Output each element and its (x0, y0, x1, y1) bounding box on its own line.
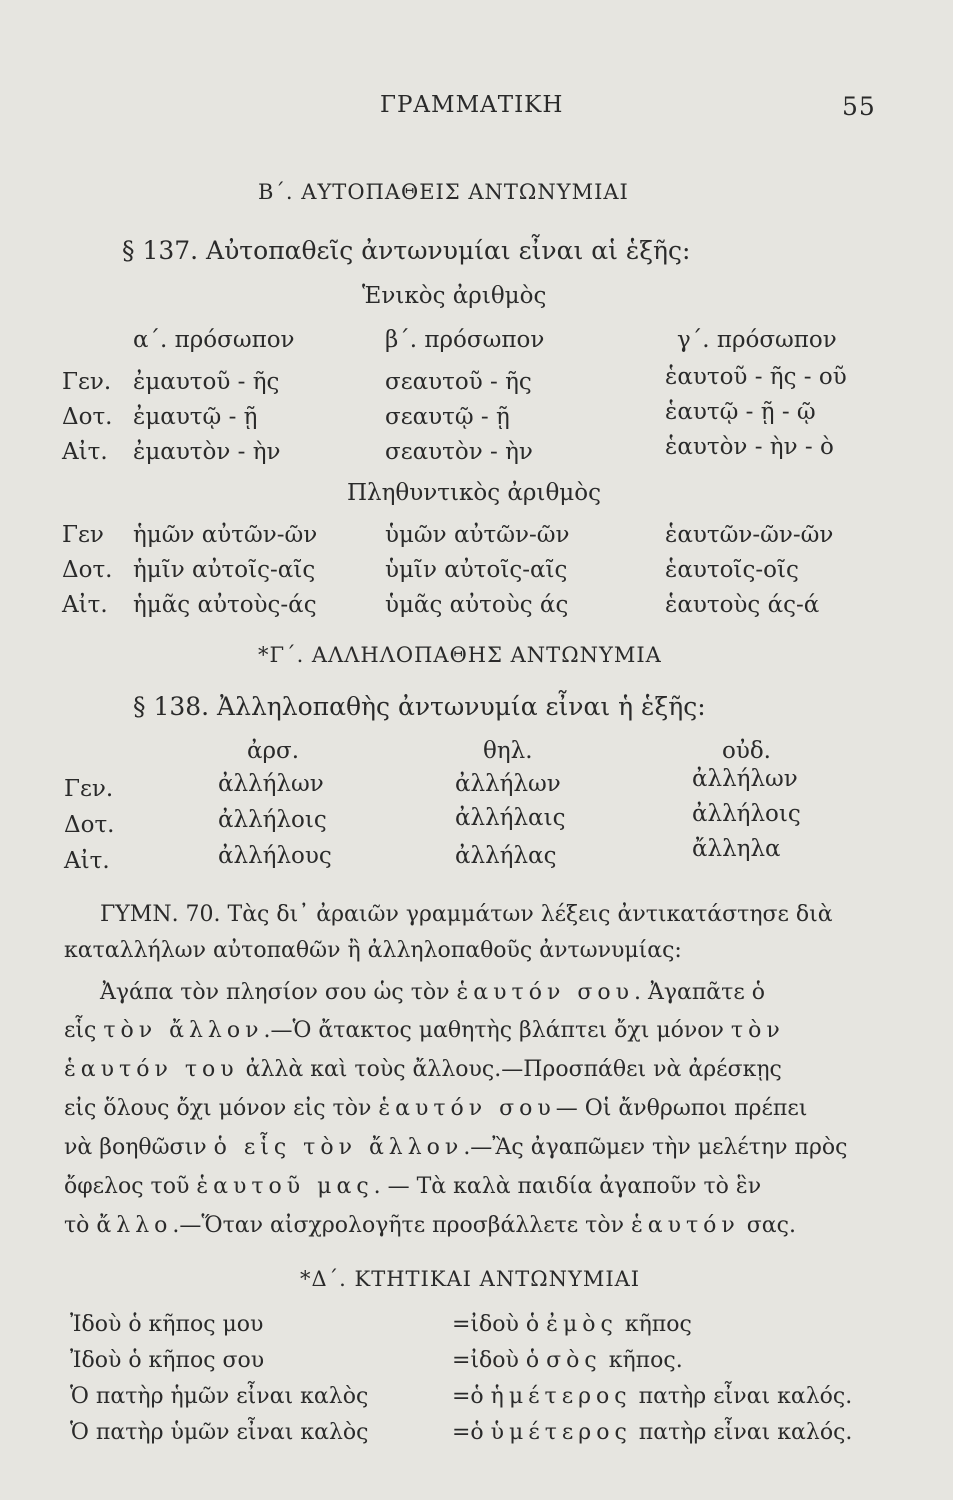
case-label: Δοτ. (62, 557, 113, 583)
text-run: πατὴρ εἶναι καλός. (631, 1384, 853, 1409)
example-left: Ἰδοὺ ὁ κῆπος σου (70, 1348, 265, 1373)
form-cell: ἀλλήλων (218, 771, 324, 797)
text-run: πατὴρ εἶναι καλός. (631, 1420, 853, 1445)
person-header-2: β΄. πρόσωπον (385, 327, 545, 353)
text-run: . — Τὰ καλὰ παιδία ἀγαποῦν τὸ ἓν (373, 1174, 762, 1199)
form-cell: σεαυτοῦ - ῆς (385, 369, 532, 395)
spaced-word: σὸς (546, 1348, 602, 1373)
form-cell: ἑαυτῶν-ῶν-ῶν (665, 522, 834, 548)
case-label: Αἰτ. (62, 592, 108, 618)
form-cell: ἀλλήλων (692, 766, 798, 792)
text-run: Ἀγάπα τὸν πλησίον σου ὡς τὸν (100, 980, 457, 1005)
exercise-line (64, 1018, 785, 1043)
spaced-word: ἑαυτόν σου (378, 1096, 556, 1121)
form-cell: ἑαυτὸν - ὴν - ὸ (665, 434, 834, 460)
exercise-line (64, 1096, 807, 1121)
spaced-word: ὁ εἷς τὸν ἄλλον (213, 1135, 464, 1160)
example-left: Ὁ πατὴρ ὑμῶν εἶναι καλὸς (70, 1420, 369, 1445)
text-run: =ὁ (452, 1420, 491, 1445)
form-cell: ἡμᾶς αὐτοὺς-άς (133, 592, 317, 618)
text-run: =ἰδοὺ ὁ (452, 1312, 547, 1337)
form-cell: ἐμαυτῷ - ῇ (133, 404, 258, 430)
form-cell: ἀλλήλων (455, 771, 561, 797)
case-label: Δοτ. (64, 812, 115, 838)
case-label: Αἰτ. (62, 439, 108, 465)
text-run: .—Ὁ ἄτακτος μαθητὴς βλάπτει ὄχι μόνον (263, 1018, 731, 1043)
case-label: Γεν. (62, 369, 112, 395)
exercise-line: ΓΥΜΝ. 70. Τὰς δι᾽ ἀραιῶν γραμμάτων λέξεις ἀντικατάστησε διὰ (100, 902, 833, 927)
form-cell: ὑμῶν αὐτῶν-ῶν (385, 522, 570, 548)
example-right (452, 1384, 852, 1409)
case-label: Δοτ. (62, 404, 113, 430)
exercise-line (64, 1135, 848, 1160)
form-cell: ἄλληλα (692, 836, 781, 862)
text-run: εἷς (64, 1018, 104, 1043)
person-header-1: α΄. πρόσωπον (133, 327, 295, 353)
example-right (452, 1312, 692, 1337)
spaced-word: ἐμὸς (546, 1312, 618, 1337)
running-title: ΓΡΑΜΜΑΤΙΚΗ (380, 92, 564, 118)
spaced-word: ἡμέτερος (490, 1384, 632, 1409)
form-cell: ἐμαυτὸν - ὴν (133, 439, 281, 465)
gender-header-n: οὐδ. (722, 738, 771, 764)
form-cell: ἡμῶν αὐτῶν-ῶν (133, 522, 318, 548)
exercise-line (64, 1213, 796, 1238)
exercise-line (64, 1057, 782, 1082)
example-right (452, 1348, 683, 1373)
text-run: =ἰδοὺ ὁ (452, 1348, 547, 1373)
page-number: 55 (842, 92, 876, 121)
exercise-line: καταλλήλων αὐτοπαθῶν ἢ ἀλληλοπαθοῦς ἀντωνυμίας: (64, 938, 682, 963)
paragraph-138-intro: § 138. Ἀλληλοπαθὴς ἀντωνυμία εἶναι ἡ ἑξῆς: (133, 692, 706, 721)
spaced-word: ὑμέτερος (490, 1420, 632, 1445)
text-run: ἀλλὰ καὶ τοὺς ἄλλους.—Προσπάθει νὰ ἀρέσκῃς (238, 1057, 782, 1082)
form-cell: ἀλλήλαις (455, 805, 566, 831)
text-run: τὸ (64, 1213, 97, 1238)
section-c-heading: *Γ΄. ΑΛΛΗΛΟΠΑΘΗΣ ΑΝΤΩΝΥΜΙΑ (258, 643, 662, 667)
form-cell: σεαυτῷ - ῇ (385, 404, 510, 430)
form-cell: ἀλλήλας (455, 843, 557, 869)
text-run: σας. (739, 1213, 796, 1238)
form-cell: ἑαυτῷ - ῇ - ῷ (665, 399, 816, 425)
section-d-heading: *Δ΄. ΚΤΗΤΙΚΑΙ ΑΝΤΩΝΥΜΙΑΙ (300, 1267, 641, 1291)
form-cell: ἑαυτοὺς άς-ά (665, 592, 820, 618)
spaced-word: τὸν (730, 1018, 785, 1043)
form-cell: σεαυτὸν - ὴν (385, 439, 533, 465)
exercise-line (100, 980, 765, 1005)
example-right (452, 1420, 852, 1445)
text-run: εἰς ὅλους ὄχι μόνον εἰς τὸν (64, 1096, 379, 1121)
text-run: .—Ὅταν αἰσχρολογῆτε προσβάλλετε τὸν (172, 1213, 631, 1238)
singular-label: Ἑνικὸς ἀριθμὸς (362, 283, 547, 309)
text-run: . Ἀγαπᾶτε ὁ (633, 980, 765, 1005)
form-cell: ἀλλήλοις (218, 807, 327, 833)
spaced-word: τὸν ἄλλον (103, 1018, 264, 1043)
text-run: κῆπος (617, 1312, 692, 1337)
spaced-word: ἑαυτοῦ μας (196, 1174, 374, 1199)
case-label: Αἰτ. (64, 848, 110, 874)
form-cell: ἡμῖν αὐτοῖς-αῖς (133, 557, 316, 583)
form-cell: ἑαυτοῖς-οῖς (665, 557, 799, 583)
spaced-word: ἄλλο (96, 1213, 173, 1238)
text-run: νὰ βοηθῶσιν (64, 1135, 214, 1160)
form-cell: ἀλλήλους (218, 843, 332, 869)
spaced-word: ἑαυτόν σου (456, 980, 634, 1005)
plural-label: Πληθυντικὸς ἀριθμὸς (347, 480, 601, 506)
form-cell: ἐμαυτοῦ - ῆς (133, 369, 280, 395)
text-run: ὄφελος τοῦ (64, 1174, 197, 1199)
gender-header-m: ἀρσ. (247, 738, 300, 764)
text-run: — Οἱ ἄνθρωποι πρέπει (555, 1096, 808, 1121)
section-b-heading: Β΄. ΑΥΤΟΠΑΘΕΙΣ ΑΝΤΩΝΥΜΙΑΙ (258, 180, 629, 204)
case-label: Γεν (62, 522, 104, 548)
form-cell: ἀλλήλοις (692, 801, 801, 827)
example-left: Ὁ πατὴρ ἡμῶν εἶναι καλὸς (70, 1384, 369, 1409)
paragraph-137-intro: § 137. Αὐτοπαθεῖς ἀντωνυμίαι εἶναι αἱ ἑξῆς: (122, 236, 691, 265)
text-run: .—Ἂς ἀγαπῶμεν τὴν μελέτην πρὸς (463, 1135, 848, 1160)
example-left: Ἰδοὺ ὁ κῆπος μου (70, 1312, 264, 1337)
spaced-word: ἑαυτόν (630, 1213, 740, 1238)
gender-header-f: θηλ. (483, 738, 533, 764)
case-label: Γεν. (64, 776, 114, 802)
form-cell: ὑμῖν αὐτοῖς-αῖς (385, 557, 568, 583)
text-run: =ὁ (452, 1384, 491, 1409)
form-cell: ὑμᾶς αὐτοὺς άς (385, 592, 569, 618)
exercise-line (64, 1174, 761, 1199)
form-cell: ἑαυτοῦ - ῆς - οῦ (665, 364, 847, 390)
person-header-3: γ΄. πρόσωπον (677, 327, 837, 353)
spaced-word: ἑαυτόν του (64, 1057, 239, 1082)
text-run: κῆπος. (601, 1348, 683, 1373)
